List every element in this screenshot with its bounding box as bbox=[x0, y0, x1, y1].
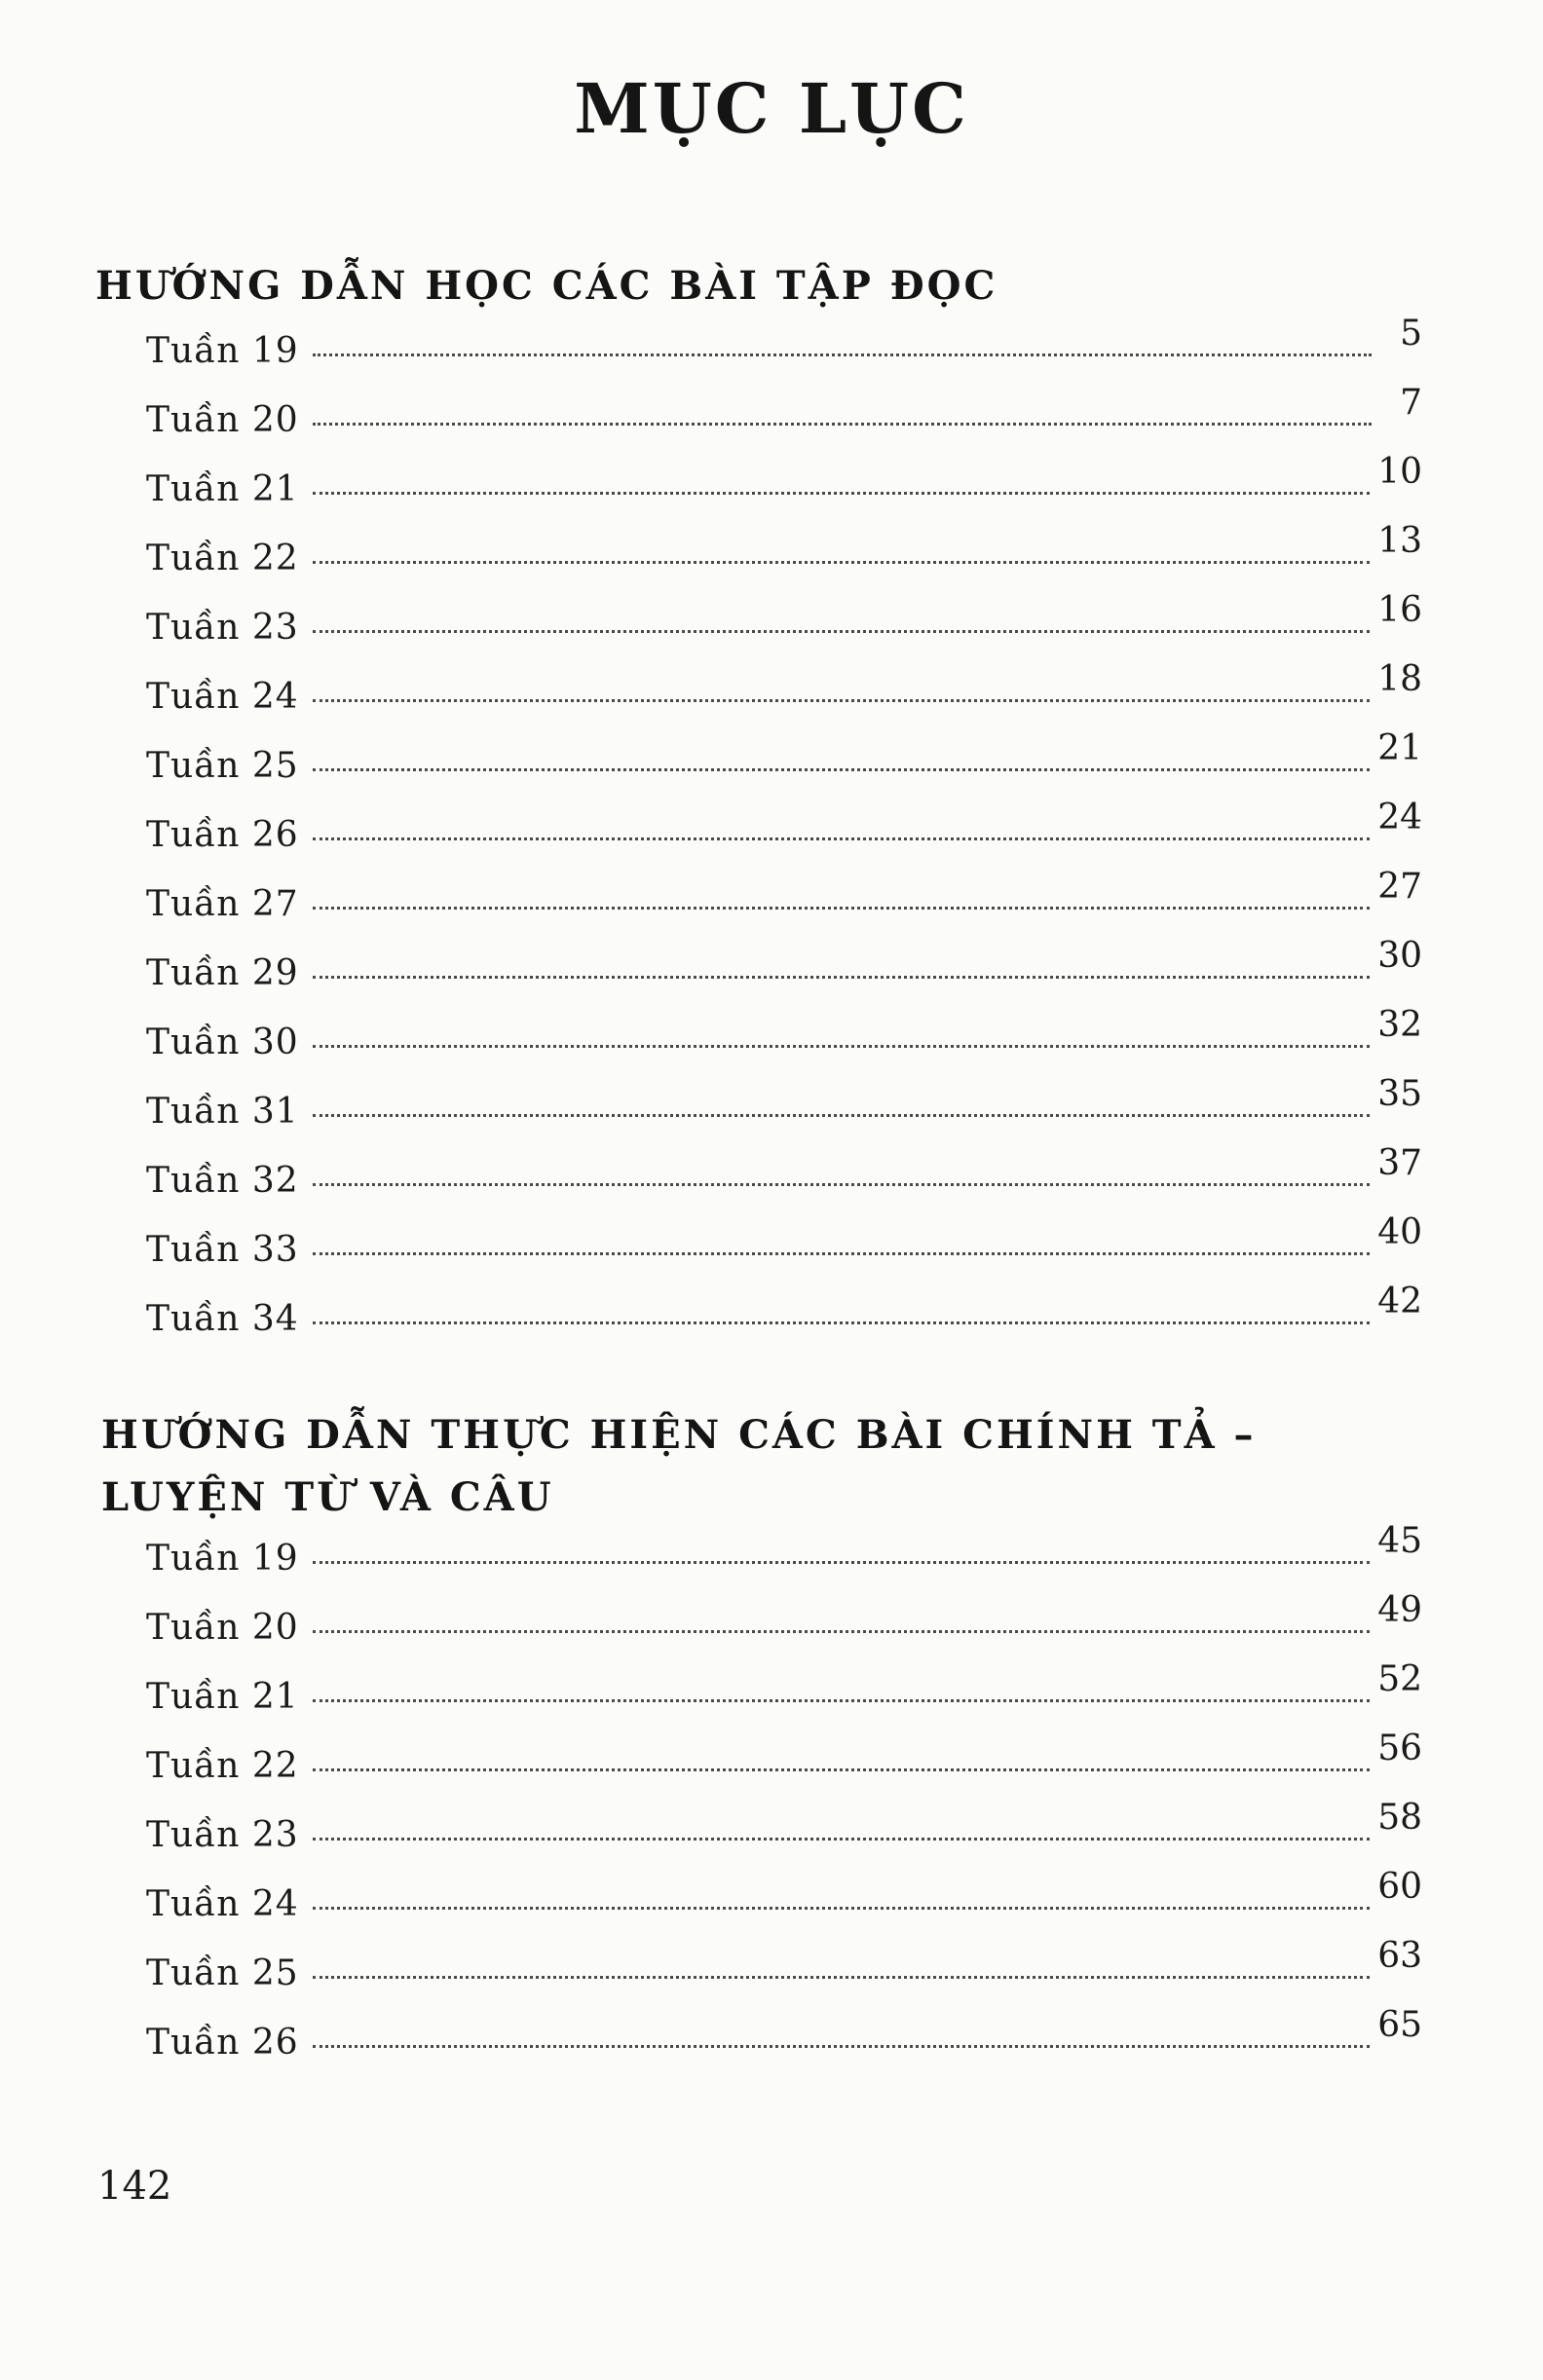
toc-entry-label: Tuần 21 bbox=[146, 1677, 299, 1717]
dot-leader bbox=[313, 1630, 1370, 1633]
toc-entry-label: Tuần 26 bbox=[146, 2023, 299, 2063]
toc-entry-label: Tuần 27 bbox=[146, 884, 299, 924]
dot-leader bbox=[313, 1252, 1370, 1255]
toc-list-spelling-vocabulary bbox=[146, 1521, 1422, 2092]
dot-leader bbox=[313, 1907, 1370, 1910]
toc-entry-page-number: 52 bbox=[1377, 1659, 1422, 1699]
section-heading-line: LUYỆN TỪ VÀ CÂU bbox=[101, 1474, 554, 1520]
toc-entry-page-number: 40 bbox=[1377, 1212, 1422, 1252]
toc-entry-page-number: 27 bbox=[1377, 867, 1422, 907]
toc-entry bbox=[146, 1867, 1422, 1953]
toc-entry-page-number: 60 bbox=[1377, 1867, 1422, 1907]
toc-entry bbox=[146, 1282, 1422, 1368]
toc-entry-label: Tuần 24 bbox=[146, 677, 299, 717]
toc-entry-label: Tuần 31 bbox=[146, 1092, 299, 1132]
dot-leader bbox=[313, 1768, 1370, 1771]
dot-leader bbox=[313, 423, 1372, 426]
toc-entry bbox=[146, 1729, 1422, 1815]
toc-entry-label: Tuần 22 bbox=[146, 539, 299, 578]
toc-list-reading bbox=[146, 314, 1422, 1368]
toc-entry-label: Tuần 24 bbox=[146, 1884, 299, 1924]
toc-entry-label: Tuần 20 bbox=[146, 1608, 299, 1648]
toc-entry-page-number: 7 bbox=[1400, 383, 1422, 423]
toc-entry bbox=[146, 867, 1422, 953]
toc-entry bbox=[146, 936, 1422, 1023]
toc-entry bbox=[146, 1590, 1422, 1677]
dot-leader bbox=[313, 699, 1370, 702]
section-heading-spelling-vocabulary bbox=[101, 1404, 1257, 1529]
toc-entry-page-number: 16 bbox=[1377, 590, 1422, 630]
section-heading-reading bbox=[95, 255, 997, 317]
toc-entry-page-number: 37 bbox=[1377, 1143, 1422, 1183]
toc-entry-page-number: 24 bbox=[1377, 798, 1422, 837]
toc-entry-label: Tuần 19 bbox=[146, 331, 299, 371]
dot-leader bbox=[313, 630, 1370, 633]
dot-leader bbox=[313, 2045, 1370, 2048]
toc-entry-label: Tuần 25 bbox=[146, 1953, 299, 1993]
page-number: 142 bbox=[97, 2164, 172, 2209]
dot-leader bbox=[313, 1114, 1370, 1117]
dot-leader bbox=[313, 907, 1370, 910]
dot-leader bbox=[313, 492, 1370, 495]
toc-entry-page-number: 18 bbox=[1377, 659, 1422, 699]
toc-entry bbox=[146, 383, 1422, 469]
dot-leader bbox=[313, 976, 1370, 979]
toc-entry-label: Tuần 23 bbox=[146, 608, 299, 648]
toc-entry bbox=[146, 1143, 1422, 1230]
toc-entry-page-number: 35 bbox=[1377, 1074, 1422, 1114]
dot-leader bbox=[313, 561, 1370, 564]
toc-entry-label: Tuần 26 bbox=[146, 815, 299, 855]
toc-entry-page-number: 49 bbox=[1377, 1590, 1422, 1630]
section-heading-line: HƯỚNG DẪN HỌC CÁC BÀI TẬP ĐỌC bbox=[95, 263, 998, 309]
toc-entry-page-number: 65 bbox=[1377, 2005, 1422, 2045]
toc-entry bbox=[146, 1074, 1422, 1161]
dot-leader bbox=[313, 1976, 1370, 1979]
toc-entry-page-number: 30 bbox=[1377, 936, 1422, 976]
toc-entry-page-number: 56 bbox=[1377, 1729, 1422, 1768]
page-title: MỤC LỤC bbox=[574, 68, 969, 149]
toc-entry-page-number: 63 bbox=[1377, 1936, 1422, 1976]
toc-entry-page-number: 21 bbox=[1377, 728, 1422, 768]
toc-entry-page-number: 58 bbox=[1377, 1798, 1422, 1838]
toc-entry bbox=[146, 2005, 1422, 2092]
toc-entry-label: Tuần 29 bbox=[146, 953, 299, 993]
toc-entry bbox=[146, 521, 1422, 608]
toc-entry bbox=[146, 798, 1422, 884]
toc-entry bbox=[146, 1659, 1422, 1746]
dot-leader bbox=[313, 837, 1370, 840]
toc-entry bbox=[146, 1798, 1422, 1884]
toc-entry-page-number: 10 bbox=[1377, 452, 1422, 492]
dot-leader bbox=[313, 1561, 1370, 1564]
toc-entry bbox=[146, 728, 1422, 815]
toc-entry-label: Tuần 32 bbox=[146, 1161, 299, 1201]
toc-entry-label: Tuần 25 bbox=[146, 746, 299, 786]
toc-entry bbox=[146, 1212, 1422, 1299]
toc-entry bbox=[146, 659, 1422, 746]
toc-entry-label: Tuần 21 bbox=[146, 469, 299, 509]
dot-leader bbox=[313, 768, 1370, 771]
toc-entry-label: Tuần 34 bbox=[146, 1299, 299, 1339]
section-heading-line: HƯỚNG DẪN THỰC HIỆN CÁC BÀI CHÍNH TẢ – bbox=[101, 1412, 1257, 1458]
toc-entry-label: Tuần 33 bbox=[146, 1230, 299, 1270]
toc-entry bbox=[146, 1521, 1422, 1608]
toc-entry-page-number: 45 bbox=[1377, 1521, 1422, 1561]
toc-entry bbox=[146, 1936, 1422, 2023]
toc-entry-label: Tuần 22 bbox=[146, 1746, 299, 1786]
dot-leader bbox=[313, 1838, 1370, 1841]
toc-entry-page-number: 42 bbox=[1377, 1282, 1422, 1321]
toc-entry bbox=[146, 314, 1422, 400]
dot-leader bbox=[313, 353, 1372, 356]
dot-leader bbox=[313, 1045, 1370, 1048]
dot-leader bbox=[313, 1699, 1370, 1702]
toc-entry-label: Tuần 20 bbox=[146, 400, 299, 440]
toc-entry-label: Tuần 19 bbox=[146, 1539, 299, 1579]
toc-entry-page-number: 13 bbox=[1377, 521, 1422, 561]
toc-entry-page-number: 32 bbox=[1377, 1005, 1422, 1045]
toc-entry bbox=[146, 1005, 1422, 1092]
dot-leader bbox=[313, 1321, 1370, 1324]
toc-entry-label: Tuần 30 bbox=[146, 1023, 299, 1062]
toc-entry-page-number: 5 bbox=[1400, 314, 1422, 353]
dot-leader bbox=[313, 1183, 1370, 1186]
toc-entry bbox=[146, 590, 1422, 677]
toc-entry bbox=[146, 452, 1422, 539]
toc-entry-label: Tuần 23 bbox=[146, 1815, 299, 1855]
